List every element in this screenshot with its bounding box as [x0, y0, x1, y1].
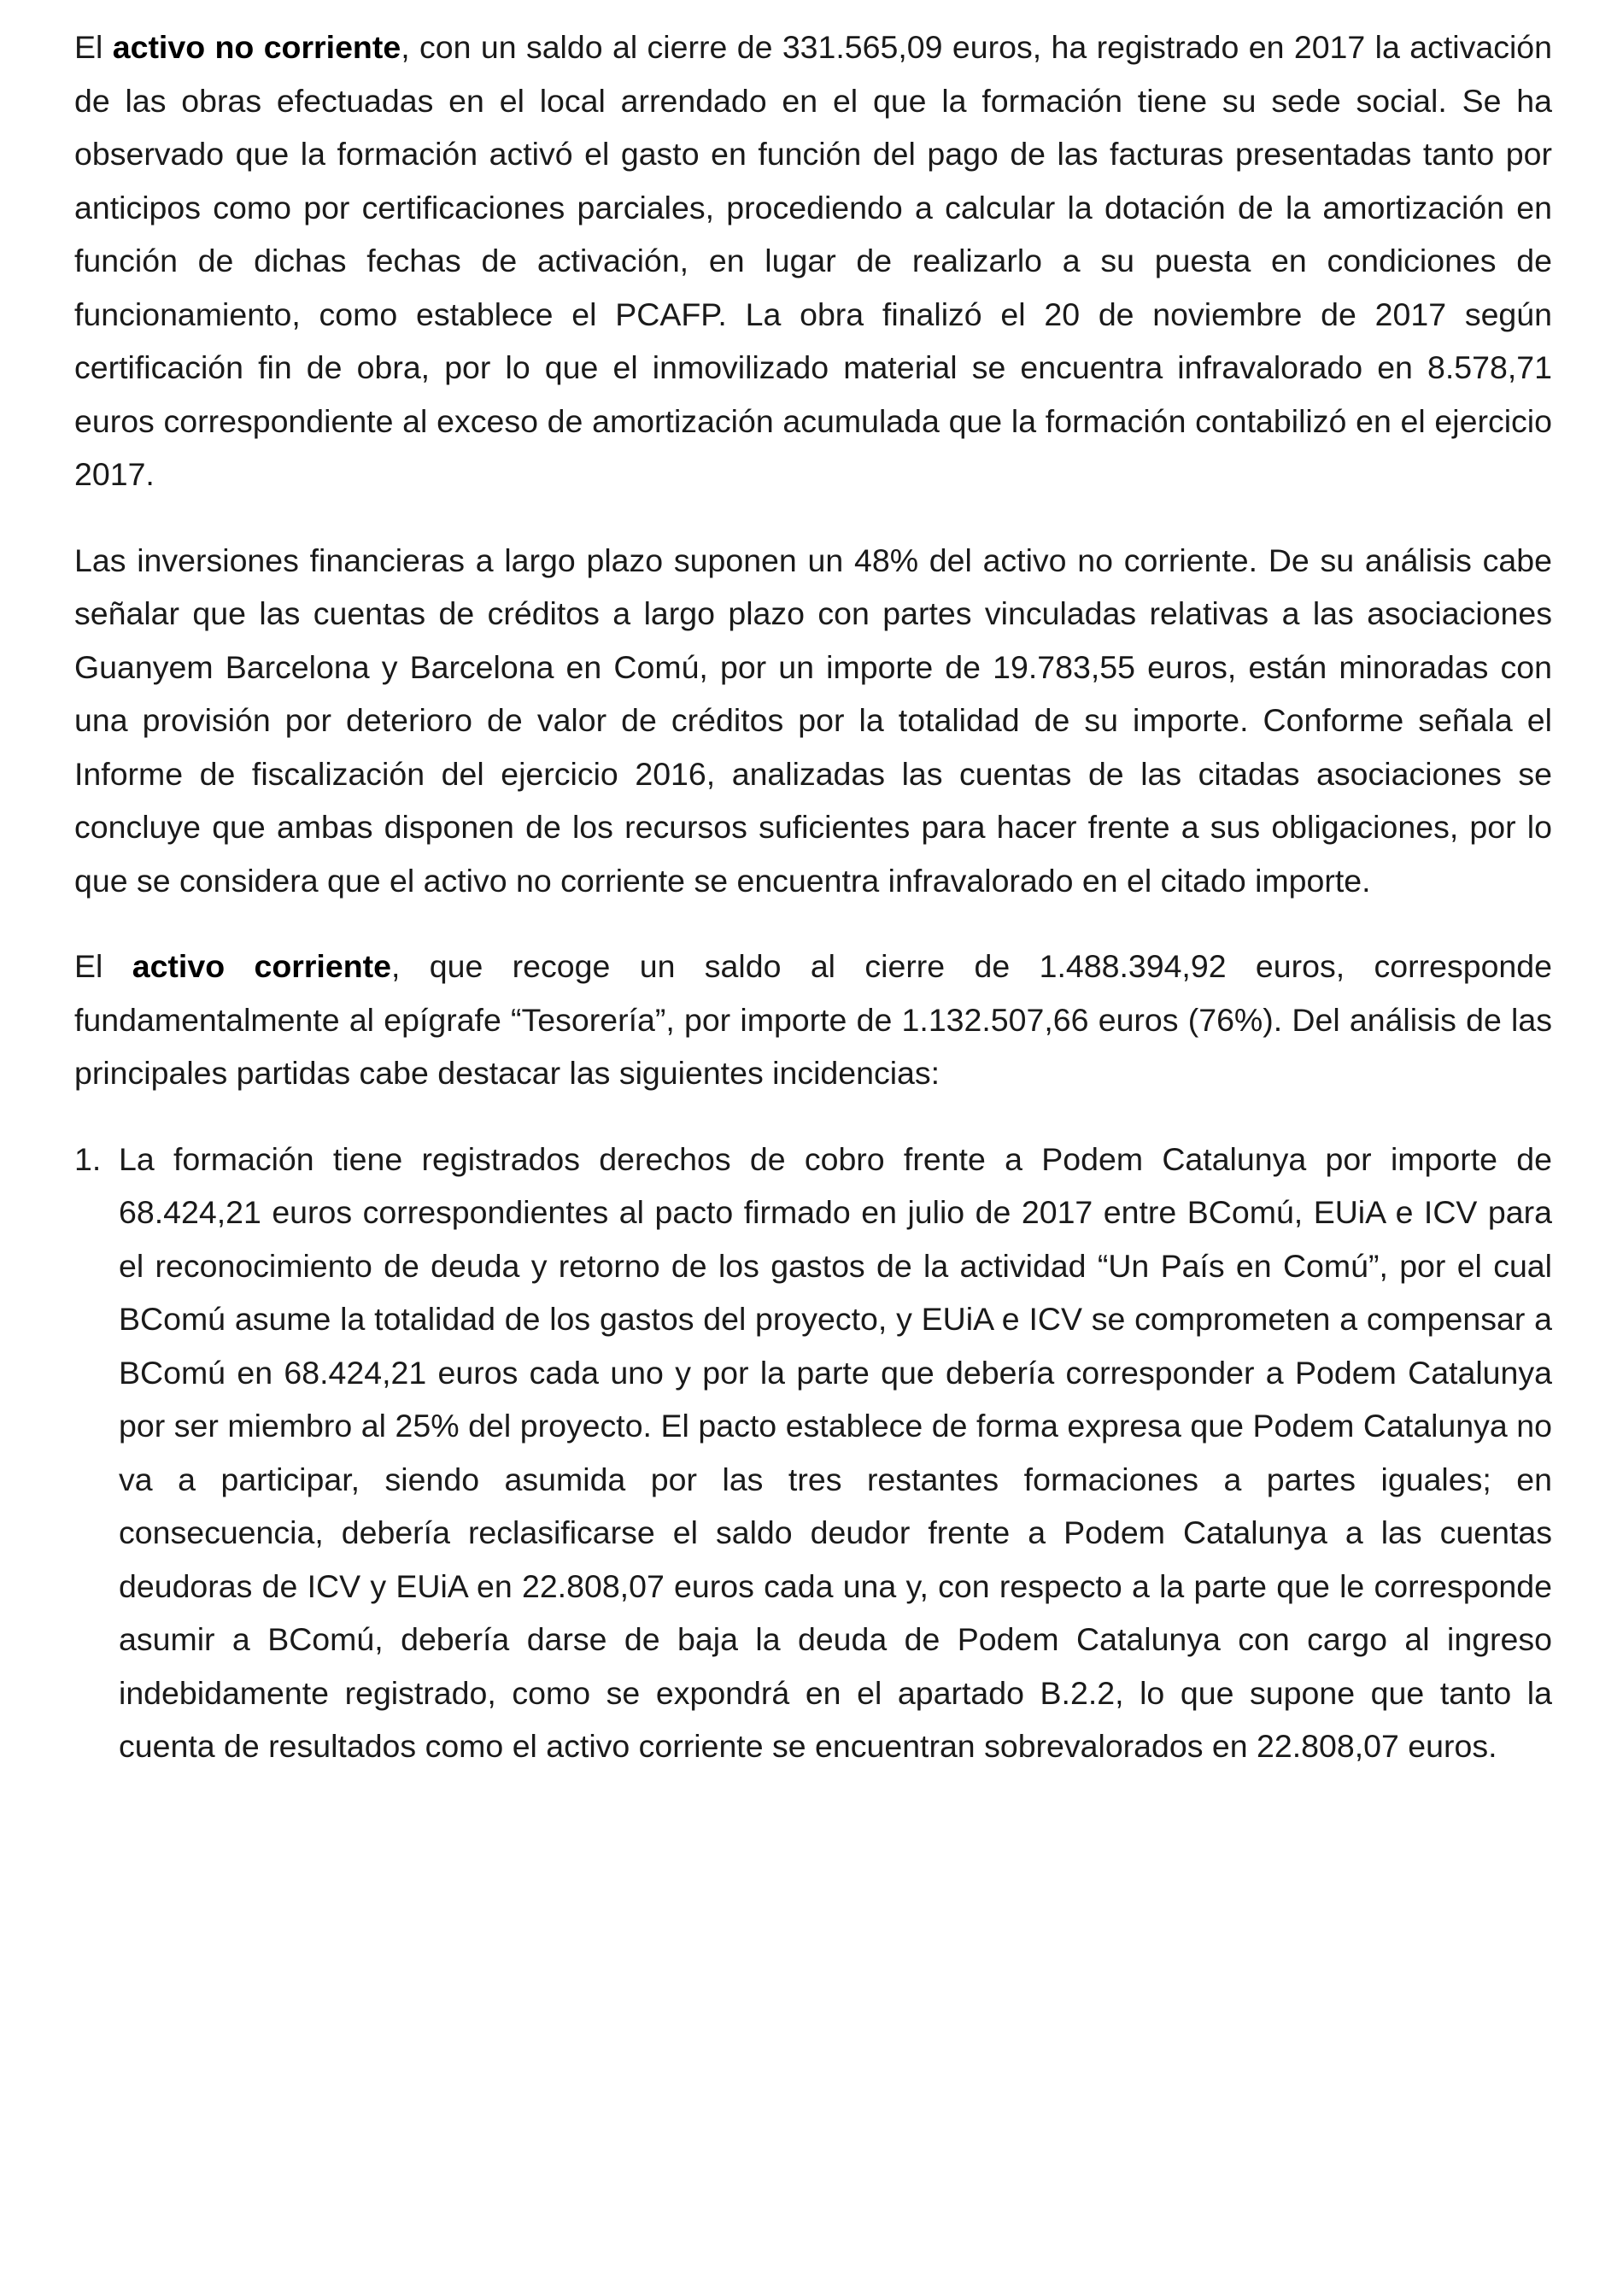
- paragraph-inversiones-financieras: [74, 534, 1552, 908]
- paragraph-body: , que recoge un saldo al cierre de 1.488.394,92 euros, corresponde fundamentalmente al epígrafe “Tesorería”, por importe de 1.132.507,66 euros (76%). Del análisis de las principales partidas cabe destacar las siguientes incidencias:: [74, 948, 1552, 1091]
- list-item-number: 1.: [74, 1140, 102, 1177]
- bold-term-activo-corriente: activo corriente: [132, 948, 391, 984]
- incidencias-list: [74, 1133, 1552, 1773]
- paragraph-activo-corriente: [74, 940, 1552, 1100]
- paragraph-body: , con un saldo al cierre de 331.565,09 euros, ha registrado en 2017 la activación de las obras efectuadas en el local arrendado en el que la formación tiene su sede social. Se ha observado que la formación activó el gasto en función del pago de las facturas presentadas tanto por anticipos como por certificaciones parciales, procediendo a calcular la dotación de la amortización en función de dichas fechas de activación, en lugar de realizarlo a su puesta en condiciones de funcionamiento, como establece el PCAFP. La obra finalizó el 20 de noviembre de 2017 según certificación fin de obra, por lo que el inmovilizado material se encuentra infravalorado en 8.578,71 euros correspondiente al exceso de amortización acumulada que la formación contabilizó en el ejercicio 2017.: [74, 29, 1552, 492]
- list-item-text: La formación tiene registrados derechos de cobro frente a Podem Catalunya por importe de 68.424,21 euros correspondientes al pacto firmado en julio de 2017 entre BComú, EUiA e ICV para el reconocimiento de deuda y retorno de los gastos de la actividad “Un País en Comú”, por el cual BComú asume la totalidad de los gastos del proyecto, y EUiA e ICV se comprometen a compensar a BComú en 68.424,21 euros cada uno y por la parte que debería corresponder a Podem Catalunya por ser miembro al 25% del proyecto. El pacto establece de forma expresa que Podem Catalunya no va a participar, siendo asumida por las tres restantes formaciones a partes iguales; en consecuencia, debería reclasificarse el saldo deudor frente a Podem Catalunya a las cuentas deudoras de ICV y EUiA en 22.808,07 euros cada una y, con respecto a la parte que le corresponde asumir a BComú, debería darse de baja la deuda de Podem Catalunya con cargo al ingreso indebidamente registrado, como se expondrá en el apartado B.2.2, lo que supone que tanto la cuenta de resultados como el activo corriente se encuentran sobrevalorados en 22.808,07 euros.: [119, 1140, 1552, 1764]
- document-page: [74, 20, 1552, 1773]
- list-item: [74, 1133, 1552, 1773]
- paragraph-body: Las inversiones financieras a largo plazo suponen un 48% del activo no corriente. De su análisis cabe señalar que las cuentas de créditos a largo plazo con partes vinculadas relativas a las asociaciones Guanyem Barcelona y Barcelona en Comú, por un importe de 19.783,55 euros, están minoradas con una provisión por deterioro de valor de créditos por la totalidad de su importe. Conforme señala el Informe de fiscalización del ejercicio 2016, analizadas las cuentas de las citadas asociaciones se concluye que ambas disponen de los recursos suficientes para hacer frente a sus obligaciones, por lo que se considera que el activo no corriente se encuentra infravalorado en el citado importe.: [74, 542, 1552, 899]
- paragraph-lead: El: [74, 29, 113, 65]
- paragraph-activo-no-corriente: [74, 20, 1552, 501]
- paragraph-lead: El: [74, 948, 132, 984]
- bold-term-activo-no-corriente: activo no corriente: [112, 29, 401, 65]
